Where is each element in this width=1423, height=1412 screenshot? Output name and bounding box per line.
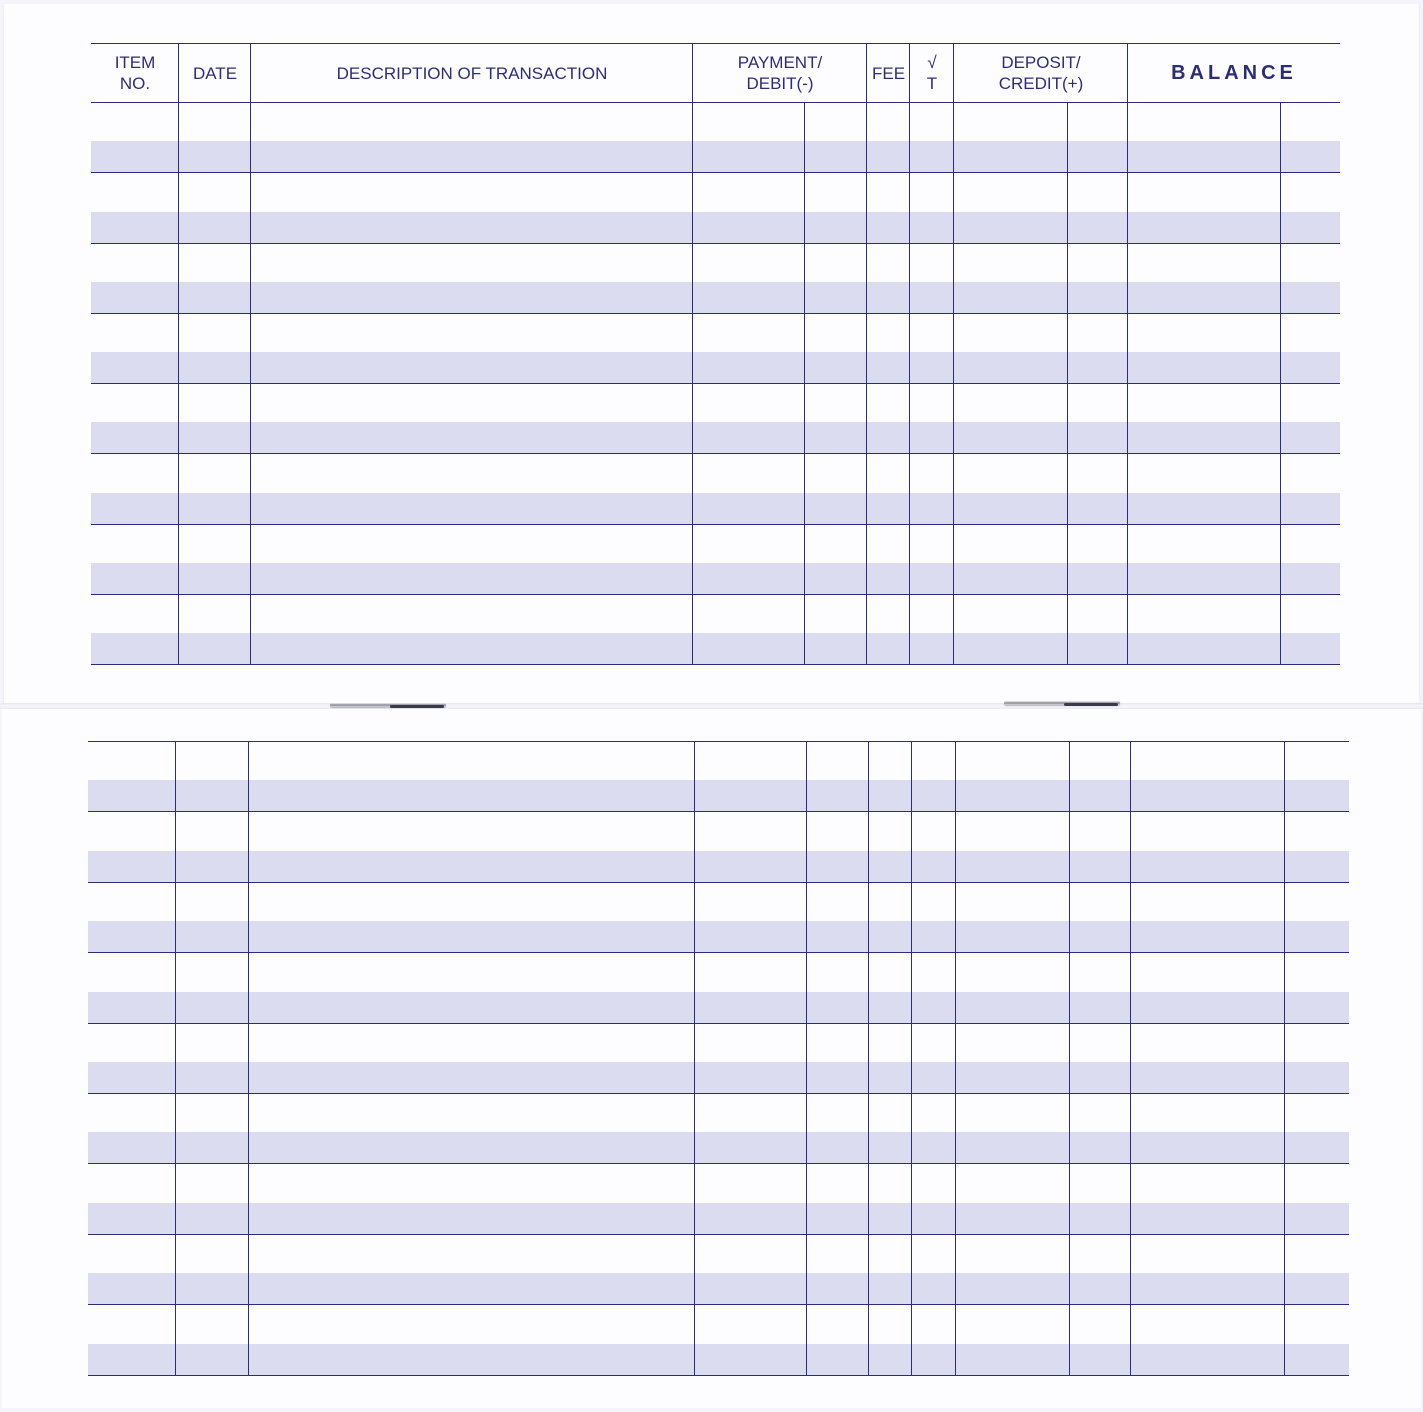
row-rule (91, 594, 1340, 595)
column-rule (909, 43, 910, 664)
column-rule (953, 43, 954, 664)
header-check-t: √ T (926, 53, 938, 93)
row-rule (91, 243, 1340, 244)
row-rule (91, 383, 1340, 384)
column-rule (955, 741, 956, 1375)
column-rule (175, 741, 176, 1375)
row-rule (88, 1093, 1349, 1094)
row-shade-band (88, 921, 1349, 952)
row-shade-band (88, 1132, 1349, 1163)
row-rule (91, 453, 1340, 454)
row-rule (91, 313, 1340, 314)
row-rule (88, 1234, 1349, 1235)
row-shade-band (91, 141, 1340, 172)
row-rule (91, 664, 1340, 665)
row-shade-band (91, 633, 1340, 664)
row-rule (88, 1023, 1349, 1024)
row-shade-band (91, 493, 1340, 524)
column-rule (868, 741, 869, 1375)
column-rule (1284, 741, 1285, 1375)
row-shade-band (88, 1062, 1349, 1093)
row-rule (88, 1375, 1349, 1376)
header-deposit-credit: DEPOSIT/ CREDIT(+) (998, 53, 1084, 93)
staple-right-shadow (1064, 703, 1118, 706)
row-shade-band (91, 563, 1340, 594)
row-shade-band (91, 212, 1340, 243)
column-rule (1280, 102, 1281, 664)
row-shade-band (91, 282, 1340, 313)
column-rule (248, 741, 249, 1375)
row-rule (88, 952, 1349, 953)
row-rule (88, 882, 1349, 883)
header-balance: BALANCE (1171, 61, 1297, 84)
row-rule (88, 1304, 1349, 1305)
row-shade-band (88, 1344, 1349, 1375)
column-rule (911, 741, 912, 1375)
column-rule (694, 741, 695, 1375)
header-date: DATE (192, 63, 238, 83)
row-rule (88, 811, 1349, 812)
row-rule (88, 741, 1349, 742)
column-rule (1069, 741, 1070, 1375)
row-shade-band (91, 352, 1340, 383)
row-rule (88, 1163, 1349, 1164)
bottom-register-grid (88, 741, 1349, 1375)
column-rule (178, 43, 179, 664)
column-rule (692, 43, 693, 664)
header-item-no: ITEM NO. (114, 53, 156, 93)
row-shade-band (91, 422, 1340, 453)
header-top-rule (91, 43, 1340, 44)
row-shade-band (88, 1203, 1349, 1234)
row-shade-band (88, 780, 1349, 811)
header-description: DESCRIPTION OF TRANSACTION (336, 63, 608, 83)
column-rule (250, 43, 251, 664)
column-rule (866, 43, 867, 664)
column-rule (806, 741, 807, 1375)
column-rule (1067, 102, 1068, 664)
header-payment-debit: PAYMENT/ DEBIT(-) (737, 53, 823, 93)
row-shade-band (88, 1273, 1349, 1304)
top-register-grid (91, 43, 1340, 665)
column-rule (1130, 741, 1131, 1375)
column-rule (804, 102, 805, 664)
header-fee: FEE (871, 63, 906, 83)
center-fold (0, 703, 1423, 709)
row-shade-band (88, 992, 1349, 1023)
staple-left-shadow (390, 705, 444, 708)
row-rule (91, 524, 1340, 525)
column-rule (1127, 43, 1128, 664)
row-shade-band (88, 851, 1349, 882)
row-rule (91, 102, 1340, 103)
row-rule (91, 172, 1340, 173)
